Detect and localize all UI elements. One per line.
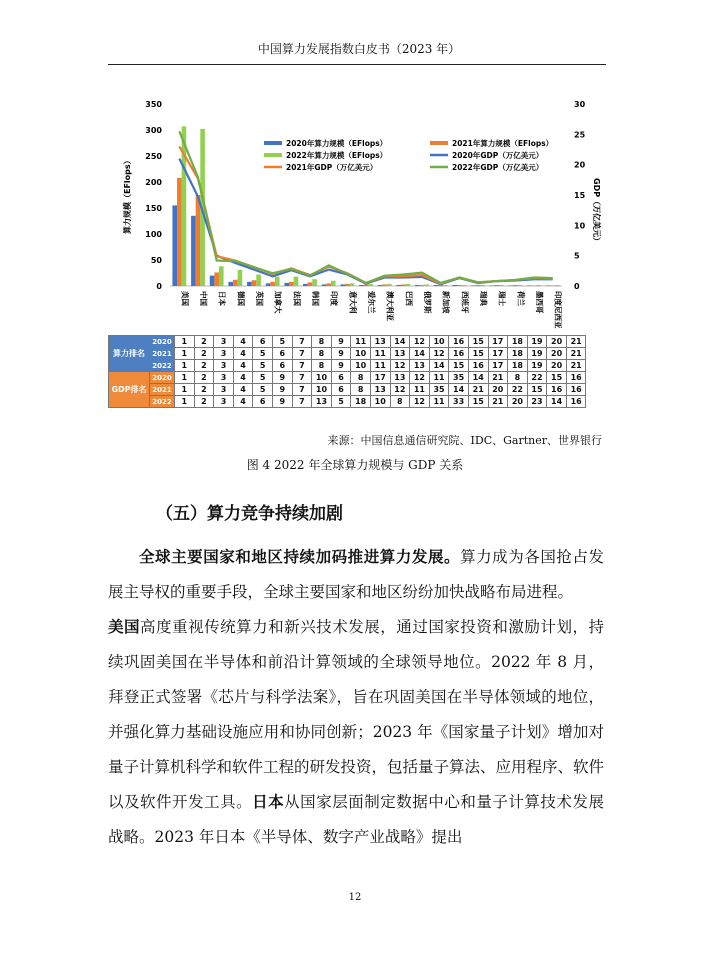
rank-cell: 5 (272, 336, 292, 348)
rank-cell: 14 (449, 384, 469, 396)
page-number: 12 (348, 892, 362, 903)
bar-0-16 (471, 285, 476, 286)
section-title: （五）算力竞争持续加剧 (156, 504, 343, 524)
rank-row (109, 372, 586, 384)
x-category-label: 英国 (255, 291, 264, 306)
rank-cell: 8 (351, 384, 371, 396)
rank-cell: 22 (508, 384, 528, 396)
bar-1-0 (177, 178, 182, 286)
bar-0-3 (228, 282, 233, 286)
ranking-table (108, 335, 586, 408)
rank-cell: 3 (214, 360, 234, 372)
rank-cell: 20 (547, 348, 567, 360)
rank-cell: 13 (410, 360, 430, 372)
rank-cell: 10 (351, 360, 371, 372)
rank-cell: 11 (370, 348, 390, 360)
y-right-tick-label: 5 (574, 251, 580, 261)
rank-cell: 10 (351, 348, 371, 360)
legend-swatch-1 (430, 141, 448, 145)
rank-cell: 2 (194, 336, 214, 348)
rank-cell: 9 (331, 360, 351, 372)
x-category-label: 意大利 (348, 291, 358, 314)
rank-cell: 17 (488, 360, 508, 372)
y-right-tick-label: 20 (574, 160, 586, 170)
y-right-tick-label: 10 (574, 221, 586, 231)
rank-cell: 7 (292, 336, 312, 348)
x-category-label: 巴西 (404, 291, 414, 306)
running-header: 中国算力发展指数白皮书（2023 年） (257, 42, 461, 56)
rank-cell: 19 (527, 348, 547, 360)
bar-2-10 (368, 284, 373, 286)
bar-2-19 (536, 285, 541, 286)
bar-1-17 (494, 285, 499, 286)
rank-cell: 12 (429, 348, 449, 360)
bar-1-2 (214, 272, 219, 286)
rank-cell: 6 (253, 396, 273, 408)
rank-cell: 12 (410, 336, 430, 348)
rank-cell: 18 (508, 360, 528, 372)
rank-row (109, 336, 586, 348)
x-category-label: 荷兰 (516, 291, 526, 306)
x-category-label: 印度尼西亚 (553, 291, 563, 329)
rank-cell: 12 (390, 360, 410, 372)
japan-paragraph: 从国家层面制定数据中心和量子计算技术发展战略。2023 年日本《半导体、数字产业战略》提出 (108, 793, 604, 846)
rank-cell: 18 (508, 336, 528, 348)
rank-cell: 10 (370, 396, 390, 408)
bar-0-9 (340, 284, 345, 286)
bar-1-1 (196, 195, 201, 286)
rank-cell: 3 (214, 348, 234, 360)
bar-0-2 (210, 276, 215, 286)
x-category-label: 新加坡 (441, 291, 451, 314)
bar-0-11 (378, 285, 383, 286)
rank-year: 2022 (150, 396, 175, 408)
rank-cell: 5 (253, 348, 273, 360)
bar-1-3 (233, 280, 238, 286)
y-left-axis-label: 算力规模（EFlops） (123, 156, 132, 234)
x-category-label: 西班牙 (460, 291, 470, 314)
rank-cell: 8 (312, 336, 332, 348)
bar-2-9 (350, 283, 355, 286)
x-category-label: 中国 (199, 291, 208, 306)
rank-cell: 8 (508, 372, 528, 384)
legend-swatch-2 (264, 153, 282, 157)
rank-cell: 21 (566, 336, 586, 348)
legend-label: 2020年算力规模（EFlops） (286, 139, 388, 148)
x-category-label: 墨西哥 (535, 291, 544, 314)
rank-cell: 14 (429, 360, 449, 372)
rank-cell: 20 (547, 360, 567, 372)
y-left-tick-label: 250 (145, 152, 162, 161)
rank-cell: 11 (351, 336, 371, 348)
bar-1-13 (420, 285, 425, 286)
rank-cell: 1 (175, 348, 195, 360)
rank-cell: 17 (370, 372, 390, 384)
rank-cell: 2 (194, 384, 214, 396)
y-left-tick-label: 50 (150, 256, 162, 265)
rank-cell: 15 (527, 384, 547, 396)
bar-2-5 (275, 277, 280, 286)
bar-1-4 (252, 280, 257, 286)
bar-2-2 (219, 266, 224, 286)
rank-cell: 1 (175, 396, 195, 408)
rank-cell: 3 (214, 372, 234, 384)
bar-0-14 (434, 285, 439, 286)
rank-cell: 6 (272, 348, 292, 360)
bar-2-14 (443, 285, 448, 286)
rank-cell: 4 (233, 348, 253, 360)
rank-year: 2020 (150, 372, 175, 384)
rank-cell: 21 (566, 348, 586, 360)
rank-cell: 19 (527, 336, 547, 348)
rank-cell: 9 (272, 384, 292, 396)
rank-cell: 7 (292, 360, 312, 372)
rank-cell: 2 (194, 348, 214, 360)
rank-cell: 33 (449, 396, 469, 408)
rank-cell: 20 (547, 336, 567, 348)
rank-cell: 11 (429, 396, 449, 408)
bar-0-17 (490, 285, 495, 286)
bar-2-17 (499, 285, 504, 286)
rank-cell: 1 (175, 372, 195, 384)
bar-0-4 (247, 282, 252, 286)
rank-cell: 14 (468, 372, 488, 384)
rank-cell: 6 (331, 372, 351, 384)
bar-1-11 (382, 284, 387, 286)
rank-cell: 6 (253, 336, 273, 348)
rank-cell: 18 (508, 348, 528, 360)
rank-cell: 15 (468, 336, 488, 348)
rank-cell: 8 (312, 348, 332, 360)
gdp-line-0 (179, 159, 552, 285)
x-category-label: 爱尔兰 (367, 291, 376, 314)
rank-cell: 12 (410, 396, 430, 408)
rank-cell: 10 (429, 336, 449, 348)
rank-cell: 17 (488, 336, 508, 348)
x-category-label: 日本 (217, 291, 227, 306)
gdp-rank-label: GDP排名 (109, 372, 150, 408)
rank-cell: 15 (449, 360, 469, 372)
rank-cell: 2 (194, 372, 214, 384)
rank-cell: 19 (527, 360, 547, 372)
us-paragraph: 高度重视传统算力和新兴技术发展，通过国家投资和激励计划，持续巩固美国在半导体和前沿计算领域的全球领导地位。2022 年 8 月，拜登正式签署《芯片与科学法案》，旨在巩固美国在半导体领域的地位，并强化算力基础设施应用和协同创新；2023 年《国家量子计划》增加对量子计算机科学和软件工程的研发投资，包括量子算法、应用程序、软件以及软件开发工具。 (108, 618, 605, 811)
y-left-tick-label: 100 (145, 230, 162, 239)
bar-2-3 (238, 270, 243, 286)
x-category-label: 瑞典 (479, 291, 488, 306)
rank-cell: 9 (272, 396, 292, 408)
bar-0-19 (527, 285, 532, 286)
bar-0-18 (508, 285, 513, 286)
rank-row (109, 348, 586, 360)
bar-2-7 (312, 279, 317, 286)
paragraph-text: 算力成为各国抢占发展主导权的重要手段，全球主要国家和地区纷纷加快战略布局进程。 (108, 548, 604, 601)
bar-2-8 (331, 281, 336, 286)
rank-cell: 7 (292, 384, 312, 396)
bar-2-12 (406, 284, 411, 286)
x-category-label: 法国 (292, 291, 302, 306)
rank-cell: 5 (253, 372, 273, 384)
y-right-tick-label: 15 (574, 191, 586, 200)
bar-1-5 (270, 282, 275, 286)
rank-cell: 21 (488, 372, 508, 384)
rank-cell: 8 (351, 372, 371, 384)
bar-0-13 (415, 285, 420, 286)
rank-cell: 6 (331, 384, 351, 396)
rank-cell: 14 (410, 348, 430, 360)
rank-cell: 4 (233, 336, 253, 348)
rank-cell: 15 (468, 396, 488, 408)
rank-cell: 21 (468, 384, 488, 396)
compute-gdp-chart (108, 92, 602, 332)
rank-cell: 2 (194, 396, 214, 408)
x-category-label: 德国 (236, 291, 246, 306)
rank-cell: 21 (566, 360, 586, 372)
bar-0-10 (359, 285, 364, 286)
bar-2-18 (518, 285, 523, 286)
rank-cell: 13 (390, 372, 410, 384)
rank-cell: 6 (272, 360, 292, 372)
bar-0-1 (191, 216, 196, 286)
rank-row (109, 396, 586, 408)
rank-cell: 10 (312, 384, 332, 396)
y-right-axis-label: GDP（万亿美元） (592, 178, 601, 246)
y-right-tick-label: 25 (574, 130, 586, 140)
y-right-tick-label: 30 (574, 100, 586, 109)
rank-cell: 35 (449, 372, 469, 384)
x-category-label: 澳大利亚 (385, 291, 395, 321)
rank-cell: 15 (468, 348, 488, 360)
bar-2-4 (256, 275, 261, 286)
rank-cell: 7 (292, 372, 312, 384)
rank-cell: 13 (312, 396, 332, 408)
rank-cell: 3 (214, 384, 234, 396)
rank-cell: 3 (214, 396, 234, 408)
x-category-label: 美国 (180, 291, 190, 306)
rank-cell: 3 (214, 336, 234, 348)
rank-year: 2022 (150, 360, 175, 372)
legend-label: 2022年GDP（万亿美元） (452, 163, 544, 172)
rank-year: 2020 (150, 336, 175, 348)
y-left-tick-label: 300 (145, 126, 162, 135)
rank-cell: 11 (429, 372, 449, 384)
us-keyword: 美国 (108, 618, 141, 636)
rank-cell: 22 (527, 372, 547, 384)
figure-caption: 图 4 2022 年全球算力规模与 GDP 关系 (246, 458, 464, 472)
rank-cell: 4 (233, 396, 253, 408)
bar-1-20 (550, 285, 555, 286)
bar-2-15 (462, 285, 467, 286)
rank-cell: 7 (292, 348, 312, 360)
rank-cell: 16 (566, 384, 586, 396)
bar-0-8 (322, 284, 327, 286)
rank-cell: 21 (488, 396, 508, 408)
rank-cell: 5 (253, 384, 273, 396)
rank-cell: 20 (488, 384, 508, 396)
bar-1-8 (326, 283, 331, 286)
bar-1-9 (345, 284, 350, 286)
bar-1-7 (308, 282, 313, 286)
rank-cell: 4 (233, 360, 253, 372)
rank-cell: 16 (449, 336, 469, 348)
rank-cell: 12 (410, 372, 430, 384)
legend-label: 2020年GDP（万亿美元） (452, 151, 544, 160)
rank-cell: 8 (390, 396, 410, 408)
y-left-tick-label: 0 (156, 282, 162, 291)
bar-1-15 (457, 285, 462, 286)
rank-cell: 16 (468, 360, 488, 372)
bar-2-13 (424, 284, 429, 286)
japan-keyword: 日本 (252, 793, 285, 811)
bar-2-16 (480, 285, 485, 286)
rank-cell: 9 (272, 372, 292, 384)
rank-cell: 18 (351, 396, 371, 408)
bar-1-12 (401, 284, 406, 286)
rank-cell: 5 (331, 396, 351, 408)
bar-0-20 (546, 285, 551, 286)
rank-cell: 35 (429, 384, 449, 396)
bar-2-20 (555, 285, 560, 286)
bar-2-6 (294, 277, 299, 286)
rank-year: 2021 (150, 348, 175, 360)
y-right-tick-label: 0 (574, 282, 580, 291)
bar-1-18 (513, 285, 518, 286)
bar-0-7 (303, 284, 308, 286)
rank-cell: 16 (547, 384, 567, 396)
rank-cell: 8 (312, 360, 332, 372)
y-left-tick-label: 200 (145, 178, 162, 187)
rank-cell: 16 (566, 396, 586, 408)
bar-0-6 (284, 283, 289, 286)
bar-1-16 (476, 285, 481, 286)
bar-0-5 (266, 283, 271, 286)
rank-year: 2021 (150, 384, 175, 396)
body-text (108, 540, 604, 855)
figure-source: 来源：中国信息通信研究院、IDC、Gartner、世界银行 (327, 434, 602, 447)
rank-cell: 13 (390, 348, 410, 360)
rank-cell: 23 (527, 396, 547, 408)
rank-cell: 10 (312, 372, 332, 384)
rank-cell: 1 (175, 384, 195, 396)
lead-phrase: 全球主要国家和地区持续加码推进算力发展。 (139, 548, 461, 566)
y-left-tick-label: 150 (145, 204, 162, 213)
rank-cell: 2 (194, 360, 214, 372)
legend-swatch-0 (264, 141, 282, 145)
rank-cell: 1 (175, 336, 195, 348)
bar-0-15 (452, 285, 457, 286)
rank-cell: 14 (547, 396, 567, 408)
compute-rank-label: 算力排名 (109, 336, 150, 372)
rank-cell: 4 (233, 384, 253, 396)
bar-1-19 (532, 285, 537, 286)
rank-cell: 11 (370, 360, 390, 372)
rank-cell: 20 (508, 396, 528, 408)
rank-cell: 9 (331, 348, 351, 360)
header-rule (108, 64, 606, 65)
legend-label: 2021年GDP（万亿美元） (286, 163, 378, 172)
bar-0-12 (396, 285, 401, 286)
rank-row (109, 384, 586, 396)
rank-cell: 16 (566, 372, 586, 384)
rank-cell: 14 (390, 336, 410, 348)
rank-cell: 13 (370, 384, 390, 396)
x-category-label: 加拿大 (273, 291, 283, 314)
bar-1-6 (289, 282, 294, 286)
rank-cell: 15 (547, 372, 567, 384)
rank-cell: 7 (292, 396, 312, 408)
rank-cell: 12 (390, 384, 410, 396)
rank-cell: 9 (331, 336, 351, 348)
legend-label: 2022年算力规模（EFlops） (286, 151, 388, 160)
x-category-label: 印度 (329, 291, 339, 306)
bar-0-0 (172, 205, 177, 286)
bar-2-11 (387, 284, 392, 286)
legend-label: 2021年算力规模（EFlops） (452, 139, 554, 148)
rank-cell: 17 (488, 348, 508, 360)
x-category-label: 瑞士 (497, 291, 507, 306)
x-category-label: 韩国 (311, 291, 320, 306)
x-category-label: 俄罗斯 (423, 291, 432, 314)
y-left-tick-label: 350 (145, 100, 162, 109)
rank-cell: 11 (410, 384, 430, 396)
rank-cell: 16 (449, 348, 469, 360)
rank-cell: 5 (253, 360, 273, 372)
rank-row (109, 360, 586, 372)
rank-cell: 1 (175, 360, 195, 372)
rank-cell: 13 (370, 336, 390, 348)
rank-cell: 4 (233, 372, 253, 384)
